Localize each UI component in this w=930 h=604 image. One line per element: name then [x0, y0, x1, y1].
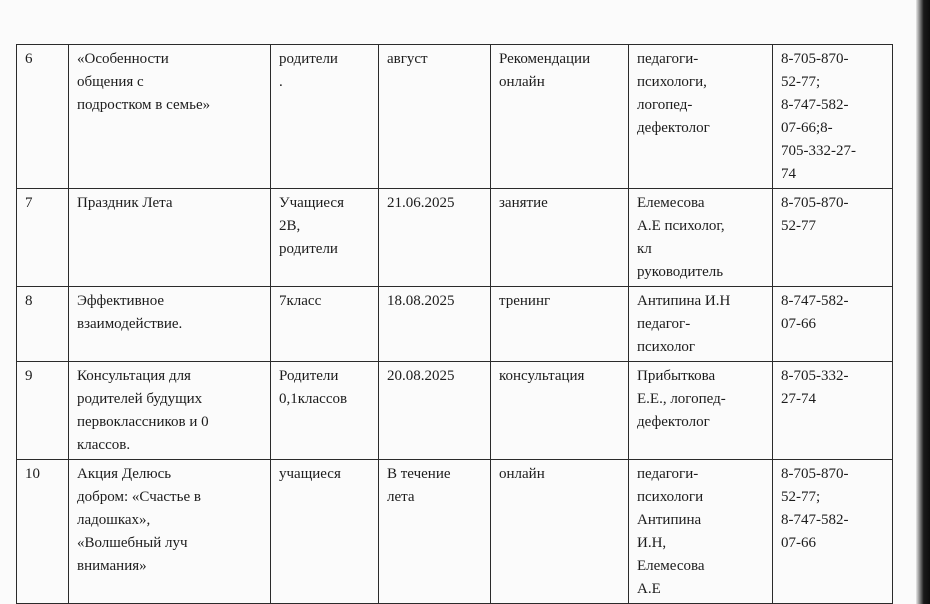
responsible-person: Прибыткова Е.Е., логопед- дефектолог	[629, 362, 773, 460]
event-format: онлайн	[491, 460, 629, 604]
event-date: 21.06.2025	[379, 189, 491, 287]
event-format: тренинг	[491, 287, 629, 362]
event-title: Праздник Лета	[69, 189, 271, 287]
contact-phone: 8-747-582- 07-66	[773, 287, 893, 362]
event-date: август	[379, 45, 491, 189]
event-title: Консультация для родителей будущих первоклассников и 0 классов.	[69, 362, 271, 460]
audience: Родители 0,1классов	[271, 362, 379, 460]
table-row	[17, 460, 893, 604]
event-format: занятие	[491, 189, 629, 287]
table-row	[17, 287, 893, 362]
row-number: 6	[17, 45, 69, 189]
audience: родители .	[271, 45, 379, 189]
responsible-person: Антипина И.Н педагог- психолог	[629, 287, 773, 362]
event-date: 18.08.2025	[379, 287, 491, 362]
event-title: Акция Делюсь добром: «Счастье в ладошках», «Волшебный луч внимания»	[69, 460, 271, 604]
event-title: «Особенности общения с подростком в семье»	[69, 45, 271, 189]
audience: 7класс	[271, 287, 379, 362]
scan-edge-shadow	[916, 0, 930, 604]
responsible-person: педагоги- психологи, логопед- дефектолог	[629, 45, 773, 189]
table-row	[17, 189, 893, 287]
event-date: 20.08.2025	[379, 362, 491, 460]
event-title: Эффективное взаимодействие.	[69, 287, 271, 362]
event-date: В течение лета	[379, 460, 491, 604]
contact-phone: 8-705-870- 52-77; 8-747-582- 07-66;8- 705-332-27- 74	[773, 45, 893, 189]
event-format: консультация	[491, 362, 629, 460]
contact-phone: 8-705-332- 27-74	[773, 362, 893, 460]
responsible-person: Елемесова А.Е психолог, кл руководитель	[629, 189, 773, 287]
contact-phone: 8-705-870- 52-77; 8-747-582- 07-66	[773, 460, 893, 604]
contact-phone: 8-705-870- 52-77	[773, 189, 893, 287]
audience: Учащиеся 2В, родители	[271, 189, 379, 287]
event-format: Рекомендации онлайн	[491, 45, 629, 189]
table-row	[17, 45, 893, 189]
row-number: 9	[17, 362, 69, 460]
row-number: 7	[17, 189, 69, 287]
row-number: 8	[17, 287, 69, 362]
row-number: 10	[17, 460, 69, 604]
responsible-person: педагоги- психологи Антипина И.Н, Елемесова А.Е	[629, 460, 773, 604]
audience: учащиеся	[271, 460, 379, 604]
events-table	[16, 44, 893, 604]
table-row	[17, 362, 893, 460]
